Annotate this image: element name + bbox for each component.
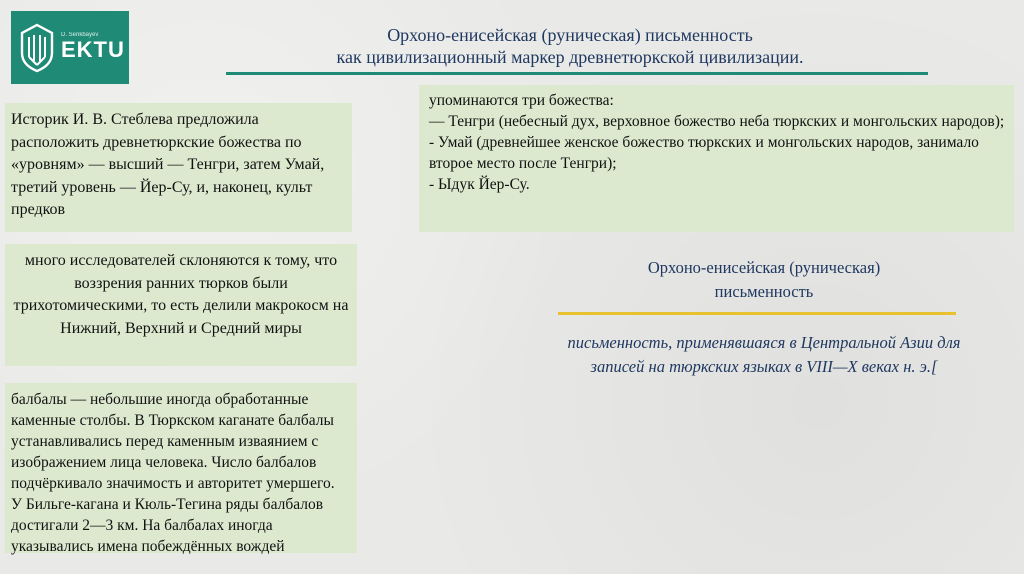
page-title-line-2: как цивилизационный маркер древнетюркской цивилизации.	[336, 47, 804, 67]
logo-name: EKTU	[61, 37, 125, 63]
balbals-box: балбалы — небольшие иногда обработанные каменные столбы. В Тюркском каганате балбалы устанавливались перед каменным изваянием с изображением лица человека. Число балбалов подчёркивало значимость и авторитет умершего. У Бильге-кагана и Кюль-Тегина ряды балбалов достигали 2—3 км. На балбалах иногда указывались имена побеждённых вождей	[5, 383, 357, 553]
subtitle-divider	[558, 312, 956, 315]
script-subtitle-line-1: Орхоно-енисейская (руническая)	[647, 258, 881, 277]
deity-item-yer-su: - Ыдук Йер-Су.	[429, 176, 530, 193]
logo-subtitle: D. Serikbayev	[61, 32, 99, 39]
researchers-box: много исследователей склоняются к тому, что воззрения ранних тюрков были трихотомическими, то есть делили макрокосм на Нижний, Верхний и Средний миры	[5, 244, 357, 366]
script-definition: письменность, применявшаяся в Центральной Азии для записей на тюркских языках в VIII—X веках н. э.[	[567, 333, 961, 376]
steblева-box: Историк И. В. Стеблева предложила расположить древнетюркские божества по «уровням» — высший — Тенгри, затем Умай, третий уровень — Йер-Су, и, наконец, культ предков	[5, 103, 352, 232]
script-subtitle-line-2: письменность	[714, 282, 814, 301]
ektu-logo	[11, 11, 129, 84]
script-subtitle	[558, 256, 970, 304]
page-title	[220, 24, 920, 68]
deities-box	[419, 85, 1014, 232]
page-title-line-1: Орхоно-енисейская (руническая) письменность	[387, 25, 753, 45]
title-divider	[226, 72, 928, 75]
logo-emblem-icon	[19, 23, 55, 73]
deities-intro: упоминаются три божества:	[429, 92, 614, 109]
deity-item-tengri: — Тенгри (небесный дух, верховное божество неба тюркских и монгольских народов);	[429, 113, 1005, 130]
deity-item-umai: - Умай (древнейшее женское божество тюркских и монгольских народов, занимало второе место после Тенгри);	[429, 134, 979, 172]
